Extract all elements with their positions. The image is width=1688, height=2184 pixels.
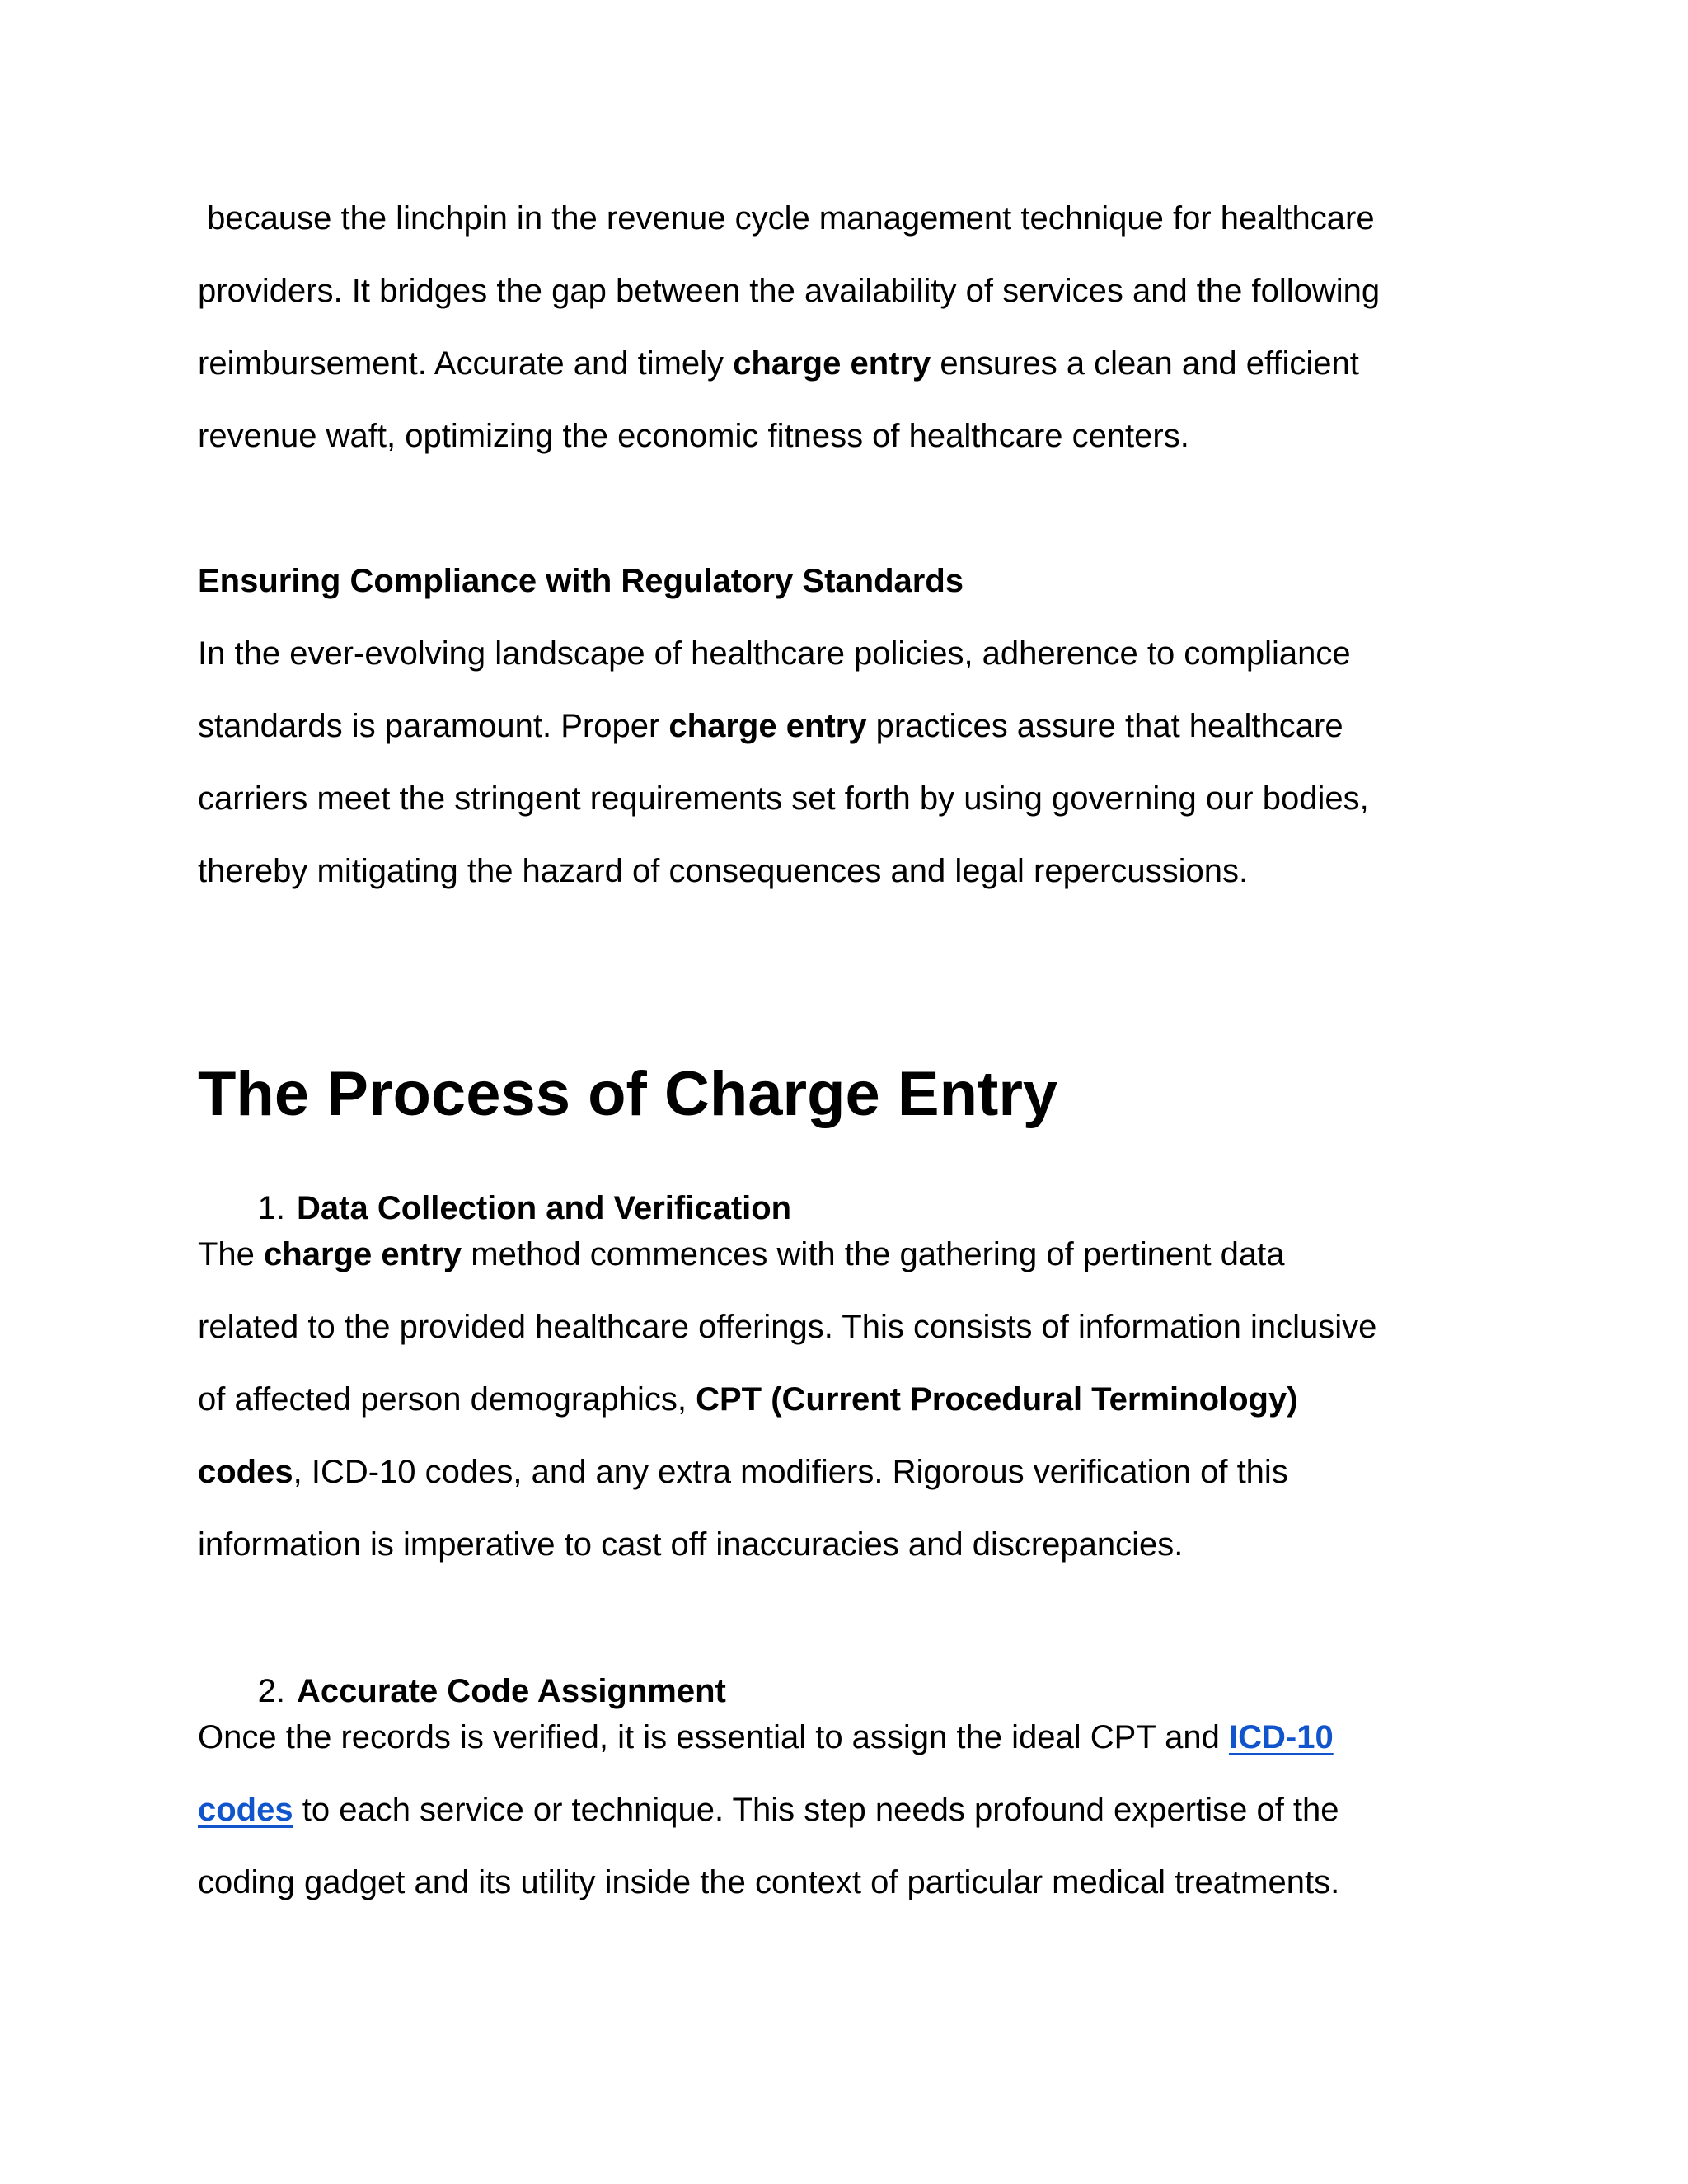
intro-line-3: [198, 327, 1500, 400]
step2-line-1-text-a: Once the records is verified, it is essential to assign the ideal CPT and: [198, 1719, 1229, 1755]
step2-line-2: [198, 1774, 1500, 1846]
step1-line-1: [198, 1218, 1500, 1291]
compliance-line-2-text-c: practices assure that healthcare: [866, 708, 1343, 744]
intro-line-3-text-c: ensures a clean and efficient: [931, 345, 1359, 382]
step1-bold-charge-entry: charge entry: [264, 1236, 462, 1272]
step1-line-2: related to the provided healthcare offerings. This consists of information inclusive: [198, 1309, 1377, 1345]
compliance-line-3: carriers meet the stringent requirements set forth by using governing our bodies,: [198, 780, 1369, 817]
compliance-line-2: [198, 690, 1500, 762]
list-number-1: 1.: [257, 1190, 285, 1226]
list-item-1-title: Data Collection and Verification: [297, 1190, 792, 1226]
step2-paragraph: [198, 1701, 1500, 1919]
intro-line-3-text-a: reimbursement. Accurate and timely: [198, 345, 734, 382]
compliance-line-2-text-a: standards is paramount. Proper: [198, 708, 669, 744]
step2-line-1: [198, 1701, 1500, 1774]
compliance-paragraph: [198, 617, 1500, 907]
intro-paragraph: [198, 182, 1500, 472]
list-number-2: 2.: [257, 1673, 285, 1709]
intro-bold-charge-entry: charge entry: [733, 345, 931, 382]
step1-line-4-text-b: , ICD-10 codes, and any extra modifiers. Rigorous verification of this: [293, 1454, 1288, 1490]
step1-paragraph: [198, 1218, 1500, 1581]
step1-bold-cpt: CPT (Current Procedural Terminology): [696, 1381, 1298, 1418]
list-item-2-title: Accurate Code Assignment: [297, 1673, 726, 1709]
intro-line-4: revenue waft, optimizing the economic fitness of healthcare centers.: [198, 418, 1189, 454]
step1-line-5: information is imperative to cast off inaccuracies and discrepancies.: [198, 1526, 1184, 1563]
intro-line-2: providers. It bridges the gap between the availability of services and the following: [198, 273, 1381, 309]
compliance-heading: Ensuring Compliance with Regulatory Standards: [198, 563, 964, 599]
step1-line-4: [198, 1436, 1500, 1508]
compliance-bold-charge-entry: charge entry: [668, 708, 867, 744]
compliance-line-4: thereby mitigating the hazard of consequences and legal repercussions.: [198, 853, 1249, 889]
step1-bold-codes: codes: [198, 1454, 293, 1490]
step1-line-3-text-a: of affected person demographics,: [198, 1381, 696, 1418]
icd10-codes-link-part1[interactable]: ICD-10: [1229, 1719, 1334, 1755]
step2-line-2-text-b: to each service or technique. This step needs profound expertise of the: [293, 1792, 1339, 1828]
page-title: The Process of Charge Entry: [198, 1059, 1058, 1129]
step1-line-3: [198, 1363, 1500, 1436]
step1-line-1-text-a: The: [198, 1236, 265, 1272]
compliance-line-1: In the ever-evolving landscape of healthcare policies, adherence to compliance: [198, 635, 1351, 672]
intro-line-1: because the linchpin in the revenue cycle management technique for healthcare: [198, 200, 1375, 237]
icd10-codes-link-part2[interactable]: codes: [198, 1792, 293, 1828]
step1-line-1-text-c: method commences with the gathering of pertinent data: [462, 1236, 1285, 1272]
step2-line-3: coding gadget and its utility inside the context of particular medical treatments.: [198, 1864, 1340, 1900]
